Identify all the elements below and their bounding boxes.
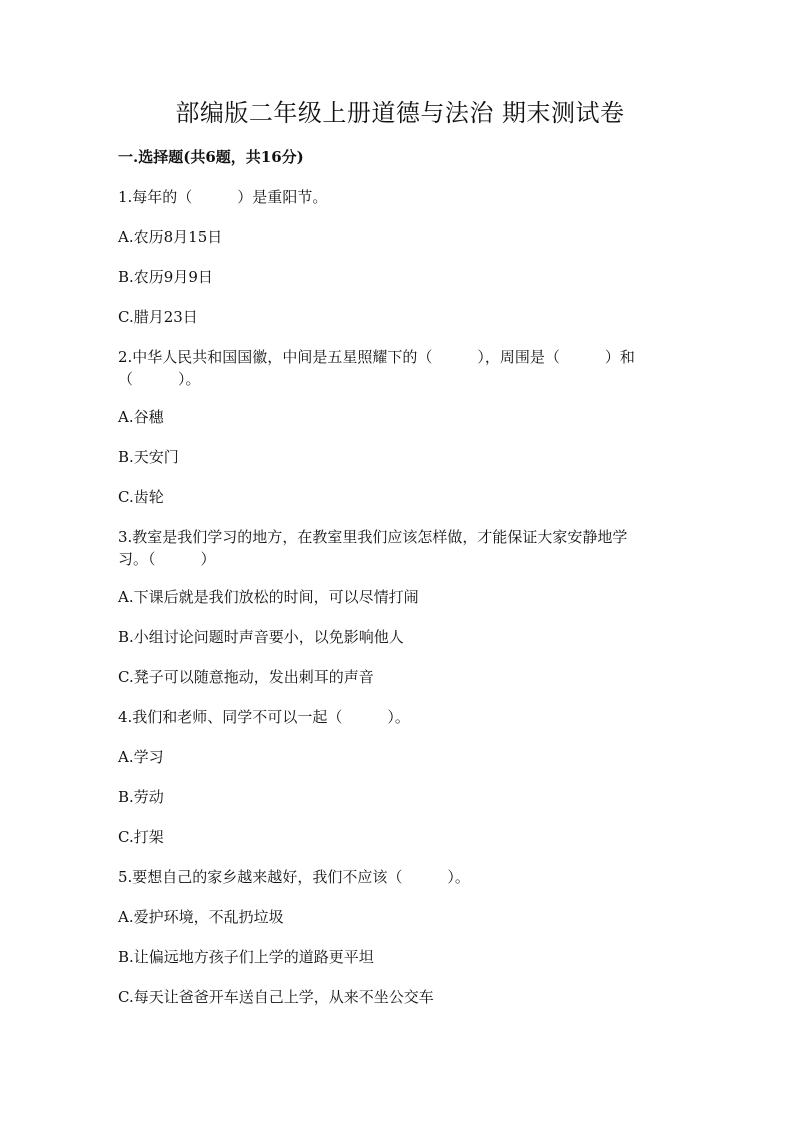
question-4-option-b: B.劳动 <box>118 788 164 806</box>
question-3-stem-line-1: 3.教室是我们学习的地方，在教室里我们应该怎样做，才能保证大家安静地学 <box>118 528 628 546</box>
page-title: 部编版二年级上册道德与法治 期末测试卷 <box>175 99 625 127</box>
question-5-stem: 5.要想自己的家乡越来越好，我们不应该（ ）。 <box>118 868 470 886</box>
section-heading: 一.选择题(共6题，共16分) <box>118 148 304 166</box>
question-3-option-c: C.凳子可以随意拖动，发出刺耳的声音 <box>118 668 374 686</box>
question-1-option-a: A.农历8月15日 <box>118 228 223 246</box>
question-2-option-b: B.天安门 <box>118 448 179 466</box>
question-2-option-c: C.齿轮 <box>118 488 164 506</box>
question-4-stem: 4.我们和老师、同学不可以一起（ ）。 <box>118 708 410 726</box>
question-2-stem-line-2: （ ）。 <box>118 370 201 388</box>
question-2-stem-line-1: 2.中华人民共和国国徽，中间是五星照耀下的（ ），周围是（ ）和 <box>118 348 635 366</box>
question-5-option-b: B.让偏远地方孩子们上学的道路更平坦 <box>118 948 374 966</box>
question-1-stem: 1.每年的（ ）是重阳节。 <box>118 188 328 206</box>
question-5-option-c: C.每天让爸爸开车送自己上学，从来不坐公交车 <box>118 988 434 1006</box>
question-3-stem-line-2: 习。（ ） <box>118 550 216 568</box>
question-5-option-a: A.爱护环境，不乱扔垃圾 <box>118 908 284 926</box>
question-4-option-a: A.学习 <box>118 748 164 766</box>
question-4-option-c: C.打架 <box>118 828 164 846</box>
question-1-option-b: B.农历9月9日 <box>118 268 213 286</box>
question-1-option-c: C.腊月23日 <box>118 308 198 326</box>
question-3-option-b: B.小组讨论问题时声音要小，以免影响他人 <box>118 628 404 646</box>
question-2-option-a: A.谷穗 <box>118 408 164 426</box>
question-3-option-a: A.下课后就是我们放松的时间，可以尽情打闹 <box>118 588 419 606</box>
